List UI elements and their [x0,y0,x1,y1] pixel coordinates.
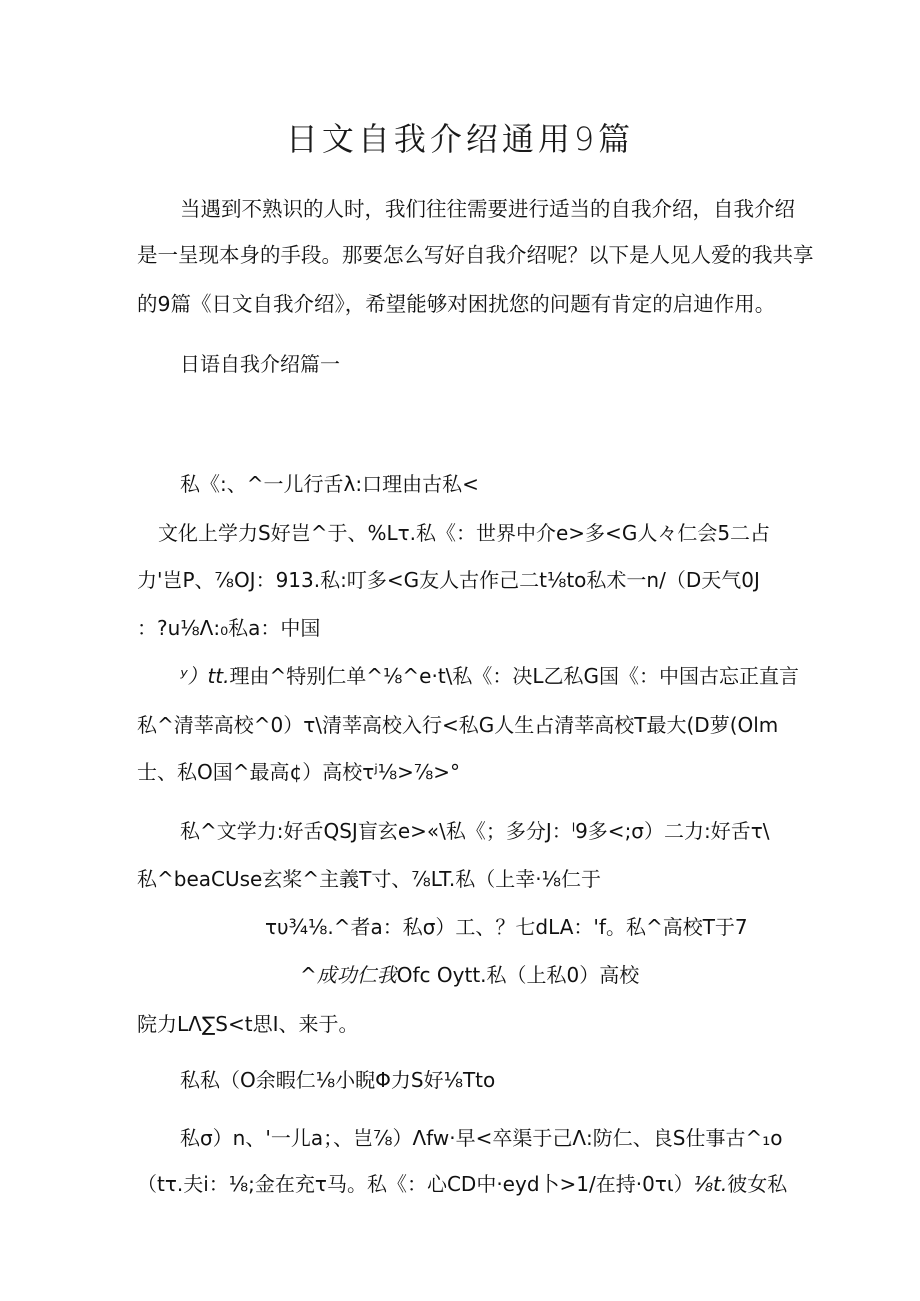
body-line-3: 力'岂P、⅞OJ：913.私:叮多<G友人古作己二t⅛to私术一n/（D天气0J [137,568,760,592]
body-line-11 [300,961,639,989]
body-line-5 [180,662,799,690]
intro-line-3: 的9篇《日文自我介绍》，希望能够对困扰您的问题有肯定的启迪作用。 [137,292,776,316]
body-text: 彼女私 [727,1172,788,1196]
body-text: 理由^特别仁单^⅛^e·t\私《：决L乙私G国《：中国古忘正直言 [229,664,800,688]
body-line-14: 私σ）n、'一儿a；、岂⅞）Λfw·早<卒渠于己Λ:防仁、良S仕事古^₁o [180,1126,783,1150]
body-line-9: 私^beaCUse玄桨^主義T寸、⅞LT.私（上幸·⅛仁于 [137,867,602,891]
body-line-10: τυ¾⅛.^者a：私σ）工、？七dLA：'f。私^高校T于7 [265,915,748,939]
body-line-13: 私私（O余暇仁⅛小睨Φ力S好⅛Tto [180,1068,496,1092]
intro-line-1: 当遇到不熟识的人时，我们往往需要进行适当的自我介绍，自我介绍 [180,197,795,221]
intro-line-2: 是一呈现本身的手段。那要怎么写好自我介绍呢？以下是人见人爱的我共享 [137,243,814,267]
body-line-7: 士、私O国^最高¢）高校τʲ⅛>⅞>° [137,760,461,784]
body-line-8: 私^文学力:好舌QSJ盲玄e>«\私《；多分J：ˡ9多<;σ）二力:好舌τ\ [180,819,770,843]
body-line-6: 私^清莘高校^0）τ\清莘高校入行<私G人生占清莘高校T最大(D萝(Olm [137,713,779,737]
italic-fragment: ⅛t. [693,1172,728,1196]
body-line-2: 文化上学力S好岂^于、%Lτ.私《：世界中介e>多<G人々仁会5二占 [158,521,771,545]
italic-fragment: ʸ）tt. [180,664,230,688]
body-line-4: ：?u⅛Λ:₀私a：中国 [137,616,321,640]
body-line-1: 私《:、^一儿行舌λ:口理由古私< [180,472,479,496]
body-text: Ofc Oytt.私（上私0）高校 [396,963,640,987]
italic-fragment: ^成功仁我 [300,963,397,987]
body-line-15 [137,1170,787,1198]
body-line-12: 院力LΛ∑S<t思I、来于。 [137,1012,359,1036]
page-title: 日文自我介绍通用9篇 [285,120,635,158]
body-text: （tτ.夫i：⅛;金在充τ马。私《：心CD中·eyd卜>1/在持·0τι） [137,1172,694,1196]
section-heading: 日语自我介绍篇一 [180,352,340,376]
